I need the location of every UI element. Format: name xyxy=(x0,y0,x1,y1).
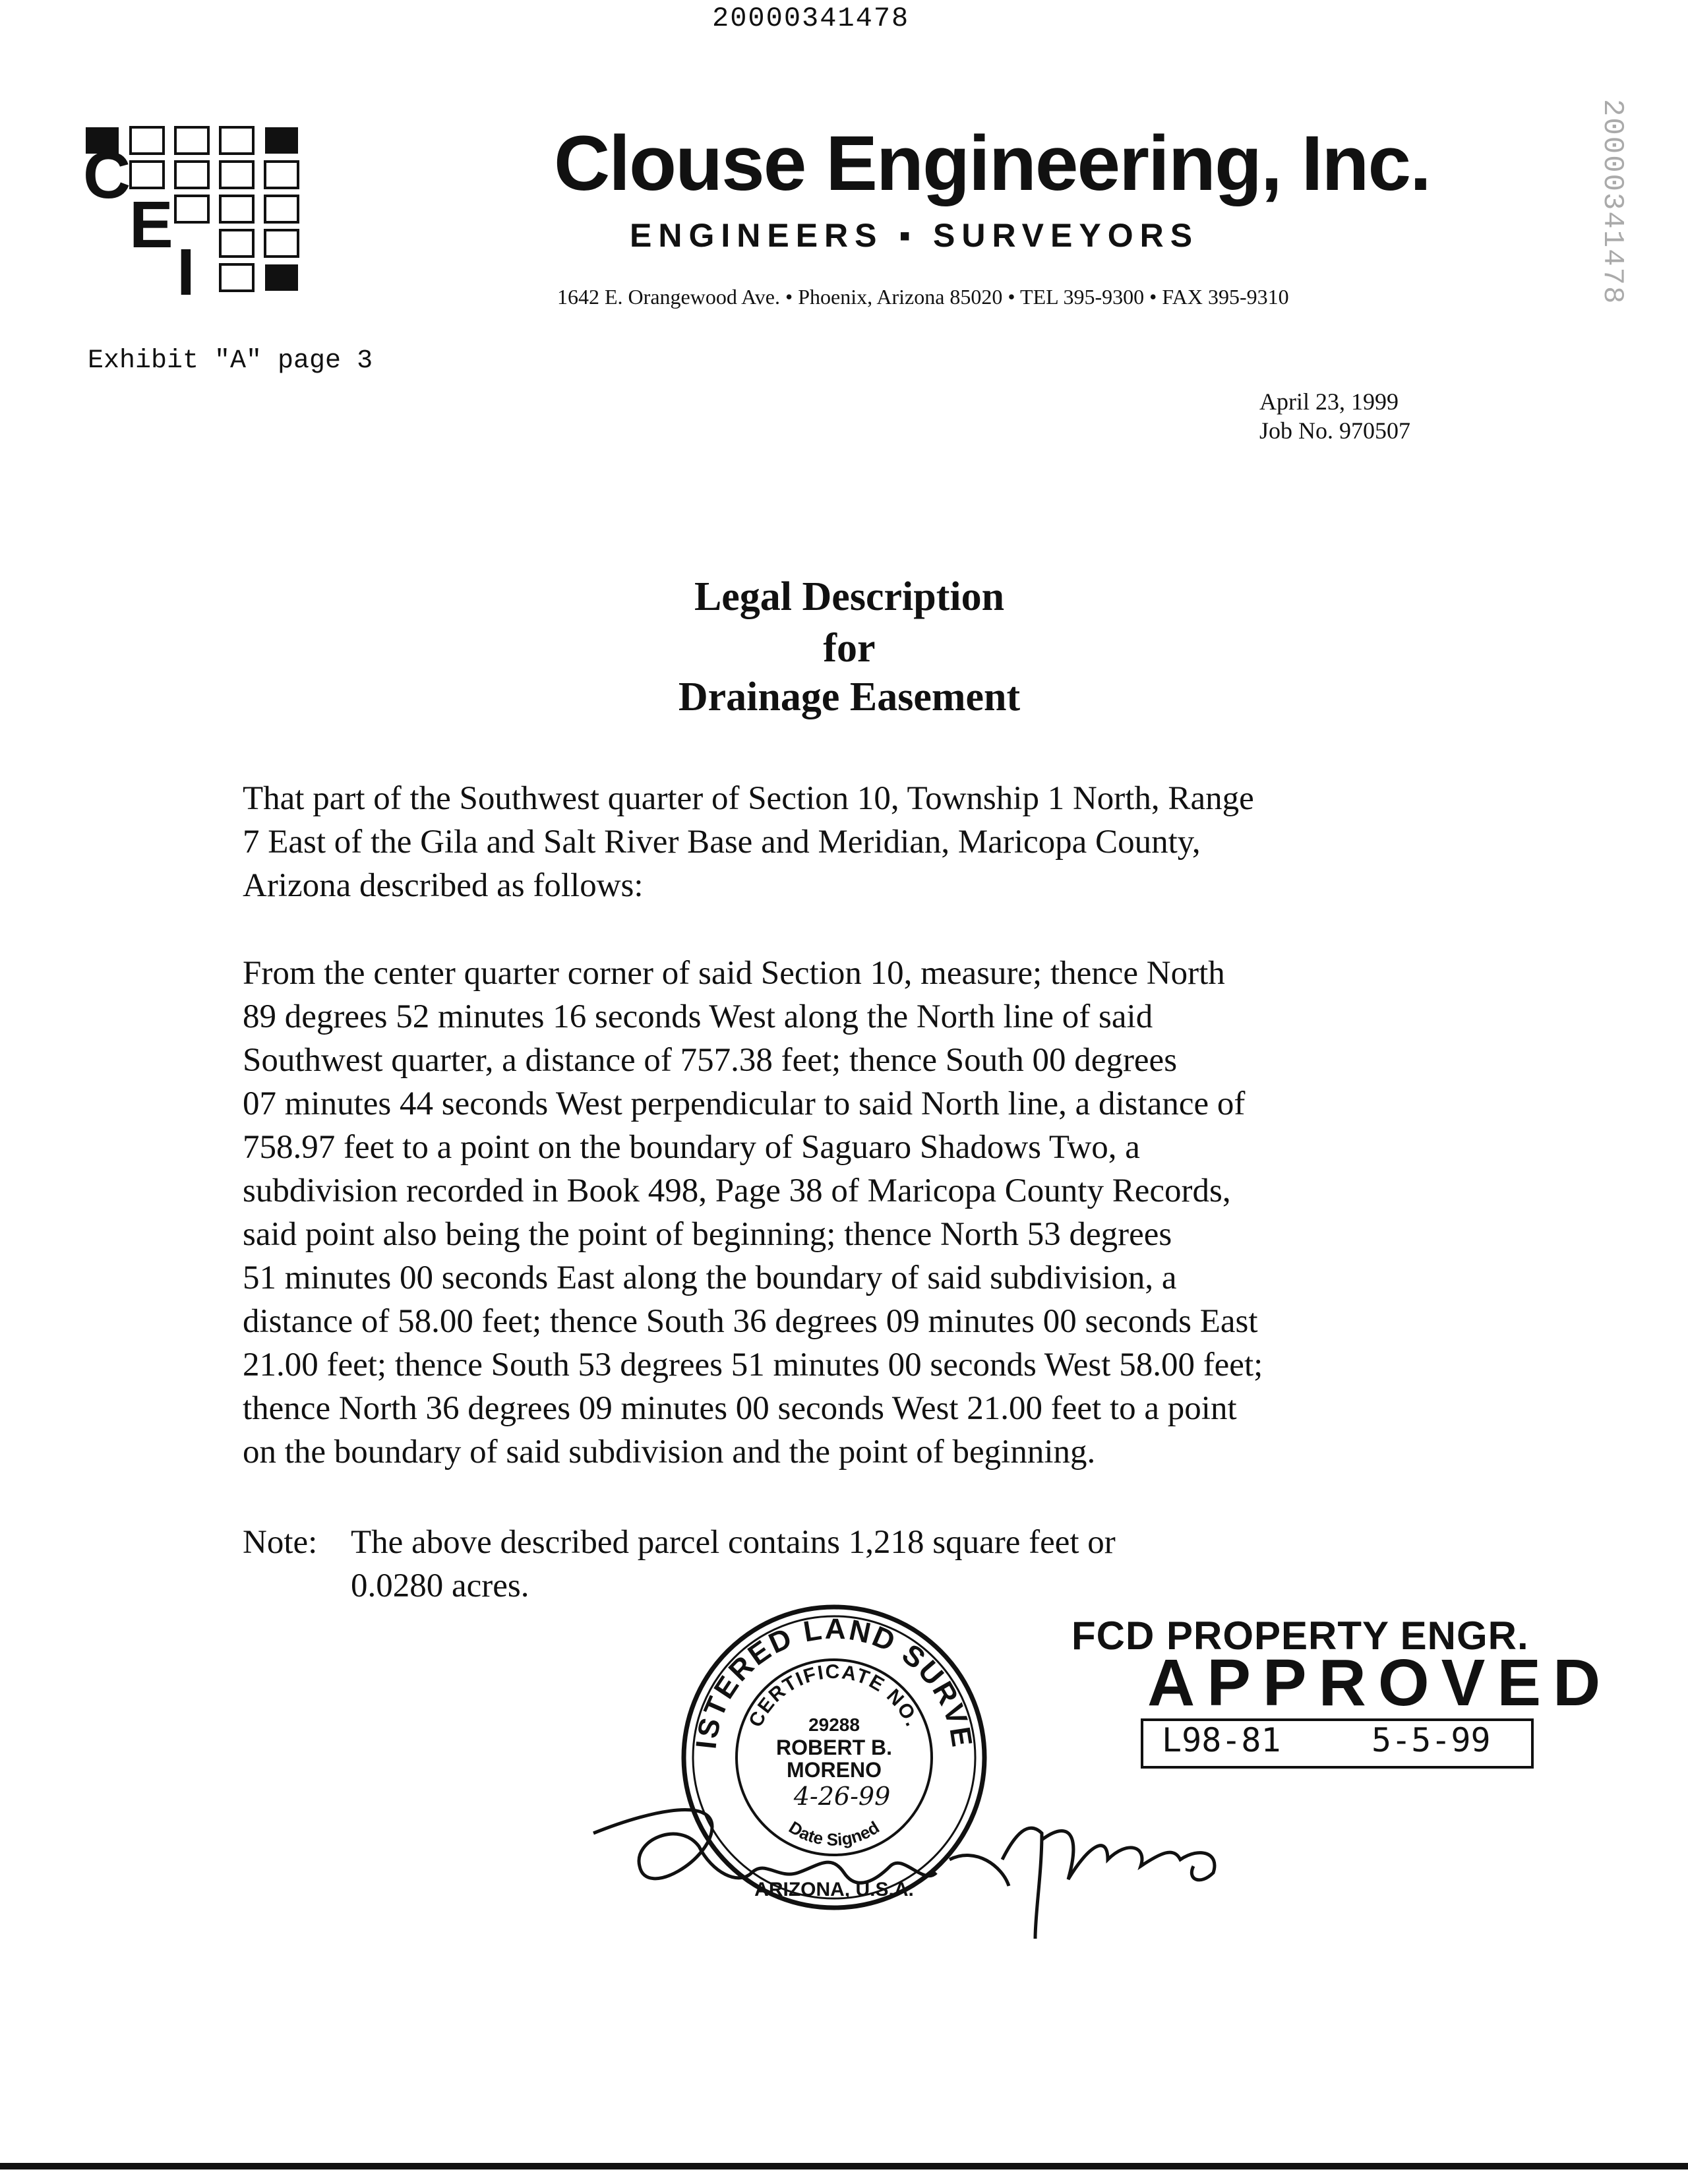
intro-line: That part of the Southwest quarter of Section 10, Township 1 North, Range xyxy=(243,780,1254,817)
intro-paragraph xyxy=(243,777,1462,907)
seal-name-line-2: MORENO xyxy=(787,1758,882,1782)
job-number: Job No. 970507 xyxy=(1259,417,1411,444)
seal-cert-label: CERTIFICATE NO. xyxy=(744,1660,924,1731)
approval-number: L98-81 xyxy=(1162,1721,1281,1759)
document-date: April 23, 1999 xyxy=(1259,388,1399,415)
company-tagline: ENGINEERS ▪ SURVEYORS xyxy=(630,217,1199,254)
description-line: From the center quarter corner of said Section 10, measure; thence North xyxy=(243,955,1225,992)
description-line: thence North 36 degrees 09 minutes 00 seconds West 21.00 feet to a point xyxy=(243,1390,1237,1427)
description-line: 51 minutes 00 seconds East along the boundary of said subdivision, a xyxy=(243,1259,1177,1296)
description-line: 21.00 feet; thence South 53 degrees 51 minutes 00 seconds West 58.00 feet; xyxy=(243,1347,1263,1383)
approved-stamp-word: APPROVED xyxy=(1147,1646,1613,1720)
description-line: 89 degrees 52 minutes 16 seconds West along the North line of said xyxy=(243,998,1153,1035)
seal-outer-text: ISTERED LAND SURVE xyxy=(690,1612,979,1751)
seal-name-line-1: ROBERT B. xyxy=(776,1736,892,1759)
description-paragraph xyxy=(243,952,1462,1474)
note-label: Note: xyxy=(243,1524,318,1561)
description-line: Southwest quarter, a distance of 757.38 feet; thence South 00 degrees xyxy=(243,1042,1178,1079)
logo-letter-c: C xyxy=(83,138,131,212)
intro-line: Arizona described as follows: xyxy=(243,867,644,904)
description-line: said point also being the point of beginning; thence North 53 degrees xyxy=(243,1216,1172,1253)
signature-icon xyxy=(580,1780,1253,1952)
seal-cert-number: 29288 xyxy=(808,1714,860,1735)
title-line-2: for xyxy=(823,626,876,671)
side-stamp-number: 20000341478 xyxy=(1596,99,1629,305)
title-line-3: Drainage Easement xyxy=(678,675,1021,719)
description-line: subdivision recorded in Book 498, Page 38 of Maricopa County Records, xyxy=(243,1172,1231,1209)
approval-date: 5-5-99 xyxy=(1372,1721,1491,1759)
company-address: 1642 E. Orangewood Ave. • Phoenix, Arizona 85020 • TEL 395-9300 • FAX 395-9310 xyxy=(557,285,1289,309)
logo-grid-icon xyxy=(78,122,328,320)
logo-letter-e: E xyxy=(129,188,173,262)
document-number: 20000341478 xyxy=(712,3,910,34)
exhibit-label: Exhibit "A" page 3 xyxy=(88,346,373,376)
seal-state: ARIZONA, U.S.A. xyxy=(754,1879,914,1900)
note-line-2: 0.0280 acres. xyxy=(351,1567,529,1604)
surveyor-signature xyxy=(580,1780,1253,1952)
company-logo xyxy=(78,122,328,320)
description-line: 758.97 feet to a point on the boundary of Saguaro Shadows Two, a xyxy=(243,1129,1140,1166)
approval-department-label: FCD PROPERTY ENGR. xyxy=(1071,1614,1529,1658)
description-line: on the boundary of said subdivision and the point of beginning. xyxy=(243,1434,1096,1471)
description-line: 07 minutes 44 seconds West perpendicular to said North line, a distance of xyxy=(243,1085,1246,1122)
note-line-1: The above described parcel contains 1,218 square feet or xyxy=(351,1524,1116,1561)
logo-letter-i: I xyxy=(177,235,195,309)
intro-line: 7 East of the Gila and Salt River Base and Meridian, Maricopa County, xyxy=(243,824,1201,861)
seal-signed-date: 4-26-99 xyxy=(793,1782,891,1811)
title-line-1: Legal Description xyxy=(694,574,1005,619)
company-name: Clouse Engineering, Inc. xyxy=(554,120,1430,207)
seal-date-label: Date Signed xyxy=(785,1817,883,1850)
page-bottom-border xyxy=(0,2163,1688,2169)
description-line: distance of 58.00 feet; thence South 36 degrees 09 minutes 00 seconds East xyxy=(243,1303,1258,1340)
